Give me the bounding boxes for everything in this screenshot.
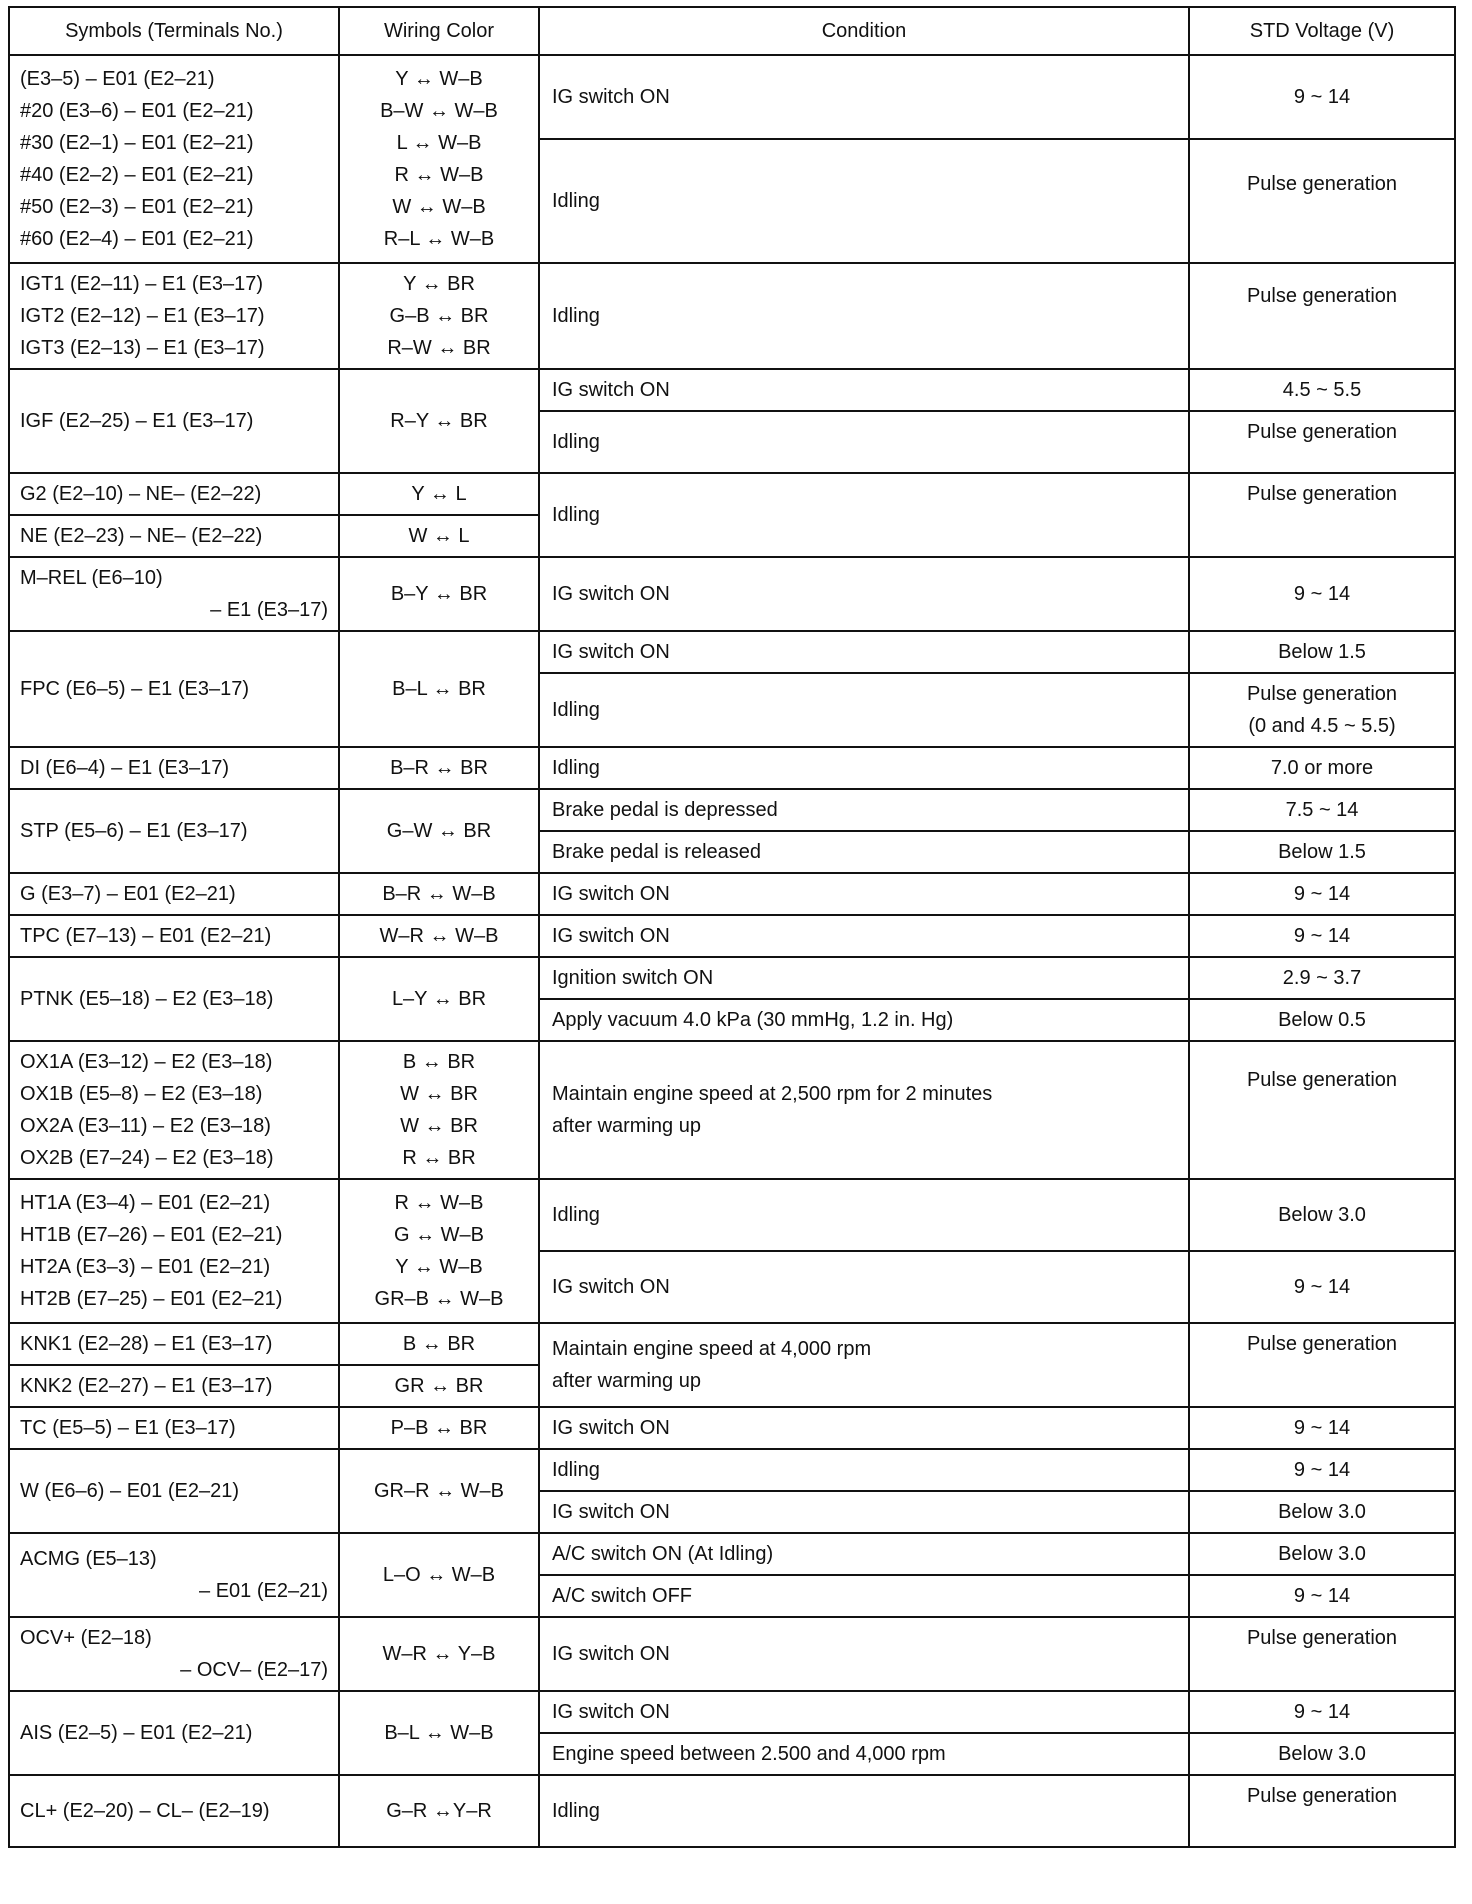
header-condition: Condition (539, 7, 1189, 55)
wiring-cell: Y ↔ L (339, 473, 539, 515)
table-row (9, 55, 1455, 139)
symbol-cell: KNK1 (E2–28) – E1 (E3–17) (9, 1323, 339, 1365)
header-symbols: Symbols (Terminals No.) (9, 7, 339, 55)
wiring-text: B–W ↔ W–B (380, 100, 498, 122)
voltage-cell: 9 ~ 14 (1189, 1575, 1455, 1617)
symbol-cell: STP (E5–6) – E1 (E3–17) (9, 789, 339, 873)
wiring-cell-igt (339, 263, 539, 369)
wiring-cell: P–B ↔ BR (339, 1407, 539, 1449)
condition-cell: IG switch ON (539, 1251, 1189, 1323)
wiring-cell: B–Y ↔ BR (339, 557, 539, 631)
wiring-cell: B–L ↔ BR (339, 631, 539, 747)
condition-cell: IG switch ON (539, 55, 1189, 139)
wiring-text: W ↔ W–B (392, 196, 486, 218)
wiring-cell: L–Y ↔ BR (339, 957, 539, 1041)
symbol-text: (E3–5) – E01 (E2–21) (20, 68, 215, 90)
voltage-cell: 7.0 or more (1189, 747, 1455, 789)
condition-cell: IG switch ON (539, 369, 1189, 411)
condition-cell: Idling (539, 139, 1189, 263)
wiring-cell: GR–R ↔ W–B (339, 1449, 539, 1533)
symbol-text: #50 (E2–3) – E01 (E2–21) (20, 196, 254, 218)
voltage-cell: Pulse generation (1189, 1323, 1455, 1407)
wiring-text: GR–B ↔ W–B (374, 1288, 504, 1310)
wiring-cell-ht (339, 1179, 539, 1323)
condition-cell: IG switch ON (539, 873, 1189, 915)
voltage-cell: 7.5 ~ 14 (1189, 789, 1455, 831)
symbol-text: OX1B (E5–8) – E2 (E3–18) (20, 1083, 263, 1105)
wiring-cell: B–L ↔ W–B (339, 1691, 539, 1775)
voltage-cell: Pulse generation (1189, 1775, 1455, 1847)
symbol-text: – E1 (E3–17) (210, 599, 328, 621)
condition-text: after warming up (552, 1115, 701, 1137)
condition-cell: Idling (539, 1179, 1189, 1251)
table-row (9, 1323, 1455, 1365)
symbol-cell: CL+ (E2–20) – CL– (E2–19) (9, 1775, 339, 1847)
table-row (9, 1691, 1455, 1733)
wiring-text: R ↔ W–B (394, 1192, 484, 1214)
table-row (9, 1533, 1455, 1575)
symbols-cell-ox (9, 1041, 339, 1179)
symbol-cell: DI (E6–4) – E1 (E3–17) (9, 747, 339, 789)
symbol-text: OCV+ (E2–18) (20, 1627, 152, 1649)
wiring-text: Y ↔ W–B (395, 1256, 483, 1278)
wiring-text: R–L ↔ W–B (383, 228, 495, 250)
symbol-cell: KNK2 (E2–27) – E1 (E3–17) (9, 1365, 339, 1407)
table-row (9, 369, 1455, 411)
symbol-cell: NE (E2–23) – NE– (E2–22) (9, 515, 339, 557)
symbol-cell (9, 1533, 339, 1617)
wiring-cell: W–R ↔ W–B (339, 915, 539, 957)
wiring-text: G ↔ W–B (393, 1224, 484, 1246)
condition-cell: Ignition switch ON (539, 957, 1189, 999)
wiring-text: R ↔ BR (402, 1147, 476, 1169)
condition-cell: A/C switch OFF (539, 1575, 1189, 1617)
wiring-text: R ↔ W–B (394, 164, 484, 186)
symbol-text: HT2A (E3–3) – E01 (E2–21) (20, 1256, 271, 1278)
voltage-cell: Pulse generation (1189, 139, 1455, 263)
table-row (9, 263, 1455, 369)
symbol-cell: G (E3–7) – E01 (E2–21) (9, 873, 339, 915)
symbol-cell: FPC (E6–5) – E1 (E3–17) (9, 631, 339, 747)
symbol-text: OX1A (E3–12) – E2 (E3–18) (20, 1051, 273, 1073)
table-row (9, 1407, 1455, 1449)
condition-cell: Idling (539, 1775, 1189, 1847)
voltage-cell: 2.9 ~ 3.7 (1189, 957, 1455, 999)
condition-cell (539, 1323, 1189, 1407)
symbol-cell (9, 1617, 339, 1691)
condition-text: Maintain engine speed at 2,500 rpm for 2 minutes (552, 1083, 993, 1105)
condition-cell: IG switch ON (539, 631, 1189, 673)
wiring-text: G–B ↔ BR (389, 305, 489, 327)
symbol-text: #30 (E2–1) – E01 (E2–21) (20, 132, 254, 154)
wiring-text: R–W ↔ BR (387, 337, 491, 359)
table-row (9, 957, 1455, 999)
symbol-text: HT1A (E3–4) – E01 (E2–21) (20, 1192, 271, 1214)
voltage-cell: Below 0.5 (1189, 999, 1455, 1041)
condition-cell: Idling (539, 411, 1189, 473)
symbol-text: HT1B (E7–26) – E01 (E2–21) (20, 1224, 283, 1246)
table-row (9, 873, 1455, 915)
symbol-text: HT2B (E7–25) – E01 (E2–21) (20, 1288, 283, 1310)
table-row (9, 1179, 1455, 1251)
wiring-text: W ↔ BR (400, 1083, 478, 1105)
wiring-cell: G–R ↔Y–R (339, 1775, 539, 1847)
condition-cell (539, 1041, 1189, 1179)
symbol-cell: AIS (E2–5) – E01 (E2–21) (9, 1691, 339, 1775)
voltage-cell: 4.5 ~ 5.5 (1189, 369, 1455, 411)
wiring-cell-ox (339, 1041, 539, 1179)
symbols-cell-ht (9, 1179, 339, 1323)
condition-cell: Brake pedal is released (539, 831, 1189, 873)
table-row (9, 789, 1455, 831)
wiring-text: Y ↔ W–B (395, 68, 483, 90)
symbol-text: IGT1 (E2–11) – E1 (E3–17) (20, 273, 264, 295)
symbol-cell: TC (E5–5) – E1 (E3–17) (9, 1407, 339, 1449)
wiring-cell: GR ↔ BR (339, 1365, 539, 1407)
symbol-text: #40 (E2–2) – E01 (E2–21) (20, 164, 254, 186)
wiring-cell: L–O ↔ W–B (339, 1533, 539, 1617)
condition-text: Maintain engine speed at 4,000 rpm (552, 1338, 872, 1360)
voltage-cell: 9 ~ 14 (1189, 915, 1455, 957)
symbol-text: – E01 (E2–21) (199, 1580, 328, 1602)
condition-cell: IG switch ON (539, 1617, 1189, 1691)
voltage-text: (0 and 4.5 ~ 5.5) (1248, 715, 1396, 737)
table-row (9, 747, 1455, 789)
wiring-cell: B ↔ BR (339, 1323, 539, 1365)
voltage-cell: Pulse generation (1189, 473, 1455, 557)
wiring-cell: W–R ↔ Y–B (339, 1617, 539, 1691)
condition-cell: Brake pedal is depressed (539, 789, 1189, 831)
wiring-cell: B–R ↔ BR (339, 747, 539, 789)
wiring-text: B ↔ BR (402, 1051, 476, 1073)
symbol-text: #20 (E3–6) – E01 (E2–21) (20, 100, 254, 122)
voltage-cell: Pulse generation (1189, 263, 1455, 369)
voltage-cell: 9 ~ 14 (1189, 1251, 1455, 1323)
wiring-cell-injectors (339, 55, 539, 263)
wiring-cell: B–R ↔ W–B (339, 873, 539, 915)
condition-cell: Idling (539, 747, 1189, 789)
condition-cell: IG switch ON (539, 557, 1189, 631)
voltage-cell: 9 ~ 14 (1189, 1691, 1455, 1733)
symbol-cell: W (E6–6) – E01 (E2–21) (9, 1449, 339, 1533)
condition-cell: Idling (539, 673, 1189, 747)
table-header-row (9, 7, 1455, 55)
voltage-cell: Pulse generation (1189, 1041, 1455, 1179)
wiring-cell: G–W ↔ BR (339, 789, 539, 873)
voltage-cell: 9 ~ 14 (1189, 873, 1455, 915)
symbol-text: IGT2 (E2–12) – E1 (E3–17) (20, 305, 265, 327)
voltage-cell: Below 3.0 (1189, 1733, 1455, 1775)
header-std-voltage: STD Voltage (V) (1189, 7, 1455, 55)
ecm-terminal-voltage-table (8, 6, 1456, 1848)
condition-cell: Idling (539, 473, 1189, 557)
condition-cell: IG switch ON (539, 1407, 1189, 1449)
table-row (9, 1775, 1455, 1847)
table-row (9, 631, 1455, 673)
voltage-cell: Pulse generation (1189, 1617, 1455, 1691)
voltage-cell: 9 ~ 14 (1189, 557, 1455, 631)
wiring-text: Y ↔ BR (403, 273, 475, 295)
table-row (9, 1041, 1455, 1179)
wiring-cell: R–Y ↔ BR (339, 369, 539, 473)
symbol-text: IGT3 (E2–13) – E1 (E3–17) (20, 337, 265, 359)
symbol-text: – OCV– (E2–17) (180, 1659, 328, 1681)
condition-cell: IG switch ON (539, 1491, 1189, 1533)
voltage-cell: 9 ~ 14 (1189, 1449, 1455, 1491)
symbol-cell: IGF (E2–25) – E1 (E3–17) (9, 369, 339, 473)
symbol-text: OX2B (E7–24) – E2 (E3–18) (20, 1147, 274, 1169)
voltage-cell: 9 ~ 14 (1189, 1407, 1455, 1449)
symbols-cell-igt (9, 263, 339, 369)
symbol-text: ACMG (E5–13) (20, 1548, 157, 1570)
voltage-text: Pulse generation (1246, 683, 1398, 705)
wiring-cell: W ↔ L (339, 515, 539, 557)
symbol-cell: G2 (E2–10) – NE– (E2–22) (9, 473, 339, 515)
voltage-cell: Below 1.5 (1189, 831, 1455, 873)
symbol-cell: TPC (E7–13) – E01 (E2–21) (9, 915, 339, 957)
symbols-cell-injectors (9, 55, 339, 263)
condition-text: after warming up (552, 1370, 701, 1392)
condition-cell: Apply vacuum 4.0 kPa (30 mmHg, 1.2 in. Hg) (539, 999, 1189, 1041)
table-row (9, 1449, 1455, 1491)
symbol-text: M–REL (E6–10) (20, 567, 163, 589)
symbol-text: #60 (E2–4) – E01 (E2–21) (20, 228, 254, 250)
table-row (9, 557, 1455, 631)
table-row (9, 915, 1455, 957)
voltage-cell: Below 3.0 (1189, 1533, 1455, 1575)
wiring-text: L ↔ W–B (396, 132, 482, 154)
symbol-text: OX2A (E3–11) – E2 (E3–18) (20, 1115, 271, 1137)
header-wiring-color: Wiring Color (339, 7, 539, 55)
condition-cell: IG switch ON (539, 915, 1189, 957)
voltage-cell: Below 3.0 (1189, 1491, 1455, 1533)
voltage-cell (1189, 673, 1455, 747)
voltage-cell: Pulse generation (1189, 411, 1455, 473)
wiring-text: W ↔ BR (400, 1115, 478, 1137)
symbol-cell: PTNK (E5–18) – E2 (E3–18) (9, 957, 339, 1041)
table-row (9, 1617, 1455, 1691)
condition-cell: Idling (539, 263, 1189, 369)
voltage-cell: Below 3.0 (1189, 1179, 1455, 1251)
voltage-cell: Below 1.5 (1189, 631, 1455, 673)
table-row (9, 473, 1455, 515)
condition-cell: IG switch ON (539, 1691, 1189, 1733)
voltage-cell: 9 ~ 14 (1189, 55, 1455, 139)
condition-cell: A/C switch ON (At Idling) (539, 1533, 1189, 1575)
symbol-cell (9, 557, 339, 631)
condition-cell: Idling (539, 1449, 1189, 1491)
condition-cell: Engine speed between 2.500 and 4,000 rpm (539, 1733, 1189, 1775)
voltage-spec-table-wrapper (8, 6, 1454, 1848)
